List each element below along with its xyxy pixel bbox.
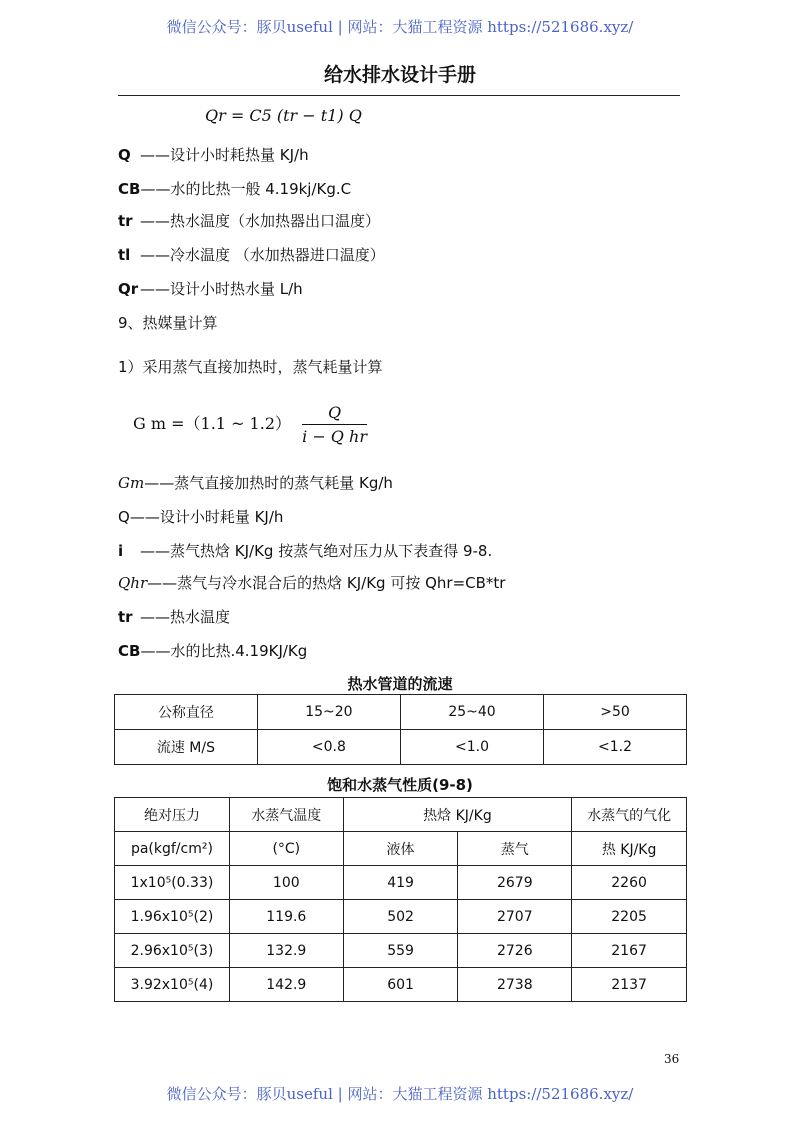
table-cell: >50	[544, 695, 687, 730]
table-cell: 流速 M/S	[115, 730, 258, 765]
table-cell: 公称直径	[115, 695, 258, 730]
table-flow-caption: 热水管道的流速	[347, 675, 453, 693]
table-cell: 25~40	[400, 695, 543, 730]
def-text: ——蒸气热焓 KJ/Kg 按蒸气绝对压力从下表查得 9-8.	[140, 542, 493, 560]
table-cell: 1x10⁵(0.33)	[115, 866, 230, 900]
table-flow-velocity	[114, 694, 687, 765]
table-cell: 419	[343, 866, 458, 900]
table-cell: 2167	[572, 934, 687, 968]
title-rule	[118, 95, 680, 96]
table-cell: 100	[229, 866, 343, 900]
table-row	[115, 730, 687, 765]
formula-steam-fraction	[302, 403, 367, 446]
def-text: ——冷水温度 （水加热器进口温度）	[140, 246, 385, 264]
table-cell: 502	[343, 900, 458, 934]
table-cell: 1.96x10⁵(2)	[115, 900, 230, 934]
def-text: ——热水温度	[140, 608, 231, 626]
def-qhr	[118, 572, 505, 593]
table-cell: 559	[343, 934, 458, 968]
header-liquid: 液体	[343, 832, 458, 866]
def-text: ——热水温度（水加热器出口温度）	[140, 212, 381, 230]
table-cell: <0.8	[257, 730, 400, 765]
header-enthalpy: 热焓 KJ/Kg	[343, 798, 572, 832]
formula-steam-numerator: Q	[302, 403, 367, 425]
header-temperature-unit: (°C)	[229, 832, 343, 866]
def-qr	[118, 278, 303, 299]
table-cell: 2260	[572, 866, 687, 900]
table-header-row	[115, 832, 687, 866]
table-steam-caption: 饱和水蒸气性质(9-8)	[327, 776, 473, 794]
table-row	[115, 900, 687, 934]
def-text: ——水的比热.4.19KJ/Kg	[140, 642, 308, 660]
table-cell: 2679	[458, 866, 572, 900]
page-title: 给水排水设计手册	[323, 64, 476, 86]
def-tr2	[118, 606, 230, 627]
def-text: ——设计小时热水量 L/h	[140, 280, 303, 298]
def-cb2	[118, 640, 307, 661]
table-cell: <1.0	[400, 730, 543, 765]
def-q2	[118, 506, 283, 527]
table-cell: 2707	[458, 900, 572, 934]
def-text: ——设计小时耗量 KJ/h	[129, 508, 284, 526]
table-cell: 2137	[572, 968, 687, 1002]
page-number: 36	[664, 1052, 680, 1066]
def-tr	[118, 210, 380, 231]
header-temperature: 水蒸气温度	[229, 798, 343, 832]
def-symbol: Qhr	[118, 574, 148, 592]
table-cell: <1.2	[544, 730, 687, 765]
formula-hot-water: Qr = C5 (tr − t1) Q	[205, 106, 362, 125]
table-cell: 2738	[458, 968, 572, 1002]
table-cell: 142.9	[229, 968, 343, 1002]
table-cell: 15~20	[257, 695, 400, 730]
def-text: ——水的比热一般 4.19kj/Kg.C	[140, 180, 352, 198]
def-i	[118, 540, 492, 561]
header-pressure-unit: pa(kgf/cm²)	[115, 832, 230, 866]
section-heading: 9、热媒量计算	[118, 314, 218, 332]
def-symbol: Gm	[118, 474, 145, 492]
subsection-heading: 1）采用蒸气直接加热时，蒸气耗量计算	[118, 358, 383, 376]
table-saturated-steam	[114, 797, 687, 1002]
def-gm	[118, 472, 393, 493]
def-text: ——蒸气直接加热时的蒸气耗量 Kg/h	[144, 474, 393, 492]
formula-steam	[133, 403, 367, 446]
def-symbol: CB	[118, 180, 141, 198]
header-latent: 水蒸气的气化	[572, 798, 687, 832]
def-text: ——设计小时耗热量 KJ/h	[140, 146, 309, 164]
watermark-bottom: 微信公众号：豚贝useful | 网站：大猫工程资源 https://521686.xyz/	[166, 1085, 634, 1103]
def-tl	[118, 244, 385, 265]
table-row	[115, 866, 687, 900]
def-cb	[118, 178, 351, 199]
def-symbol: tr	[118, 212, 133, 230]
def-symbol: i	[118, 542, 124, 560]
header-steam: 蒸气	[458, 832, 572, 866]
def-q	[118, 144, 309, 165]
formula-steam-lhs: G m =（1.1 ~ 1.2）	[133, 414, 292, 433]
def-symbol: Qr	[118, 280, 139, 298]
table-cell: 3.92x10⁵(4)	[115, 968, 230, 1002]
table-cell: 2.96x10⁵(3)	[115, 934, 230, 968]
formula-steam-denominator: i − Q hr	[302, 427, 367, 446]
def-symbol: CB	[118, 642, 141, 660]
table-cell: 2205	[572, 900, 687, 934]
table-cell: 601	[343, 968, 458, 1002]
table-cell: 2726	[458, 934, 572, 968]
def-symbol: tl	[118, 246, 131, 264]
header-pressure: 绝对压力	[115, 798, 230, 832]
table-row	[115, 695, 687, 730]
table-cell: 119.6	[229, 900, 343, 934]
header-latent-unit: 热 KJ/Kg	[572, 832, 687, 866]
def-symbol: Q	[118, 146, 131, 164]
table-cell: 132.9	[229, 934, 343, 968]
def-text: ——蒸气与冷水混合后的热焓 KJ/Kg 可按 Qhr=CB*tr	[147, 574, 506, 592]
def-symbol: tr	[118, 608, 133, 626]
watermark-top: 微信公众号：豚贝useful | 网站：大猫工程资源 https://521686.xyz/	[166, 18, 634, 36]
table-header-row	[115, 798, 687, 832]
table-row	[115, 968, 687, 1002]
table-row	[115, 934, 687, 968]
def-symbol: Q	[118, 508, 130, 526]
